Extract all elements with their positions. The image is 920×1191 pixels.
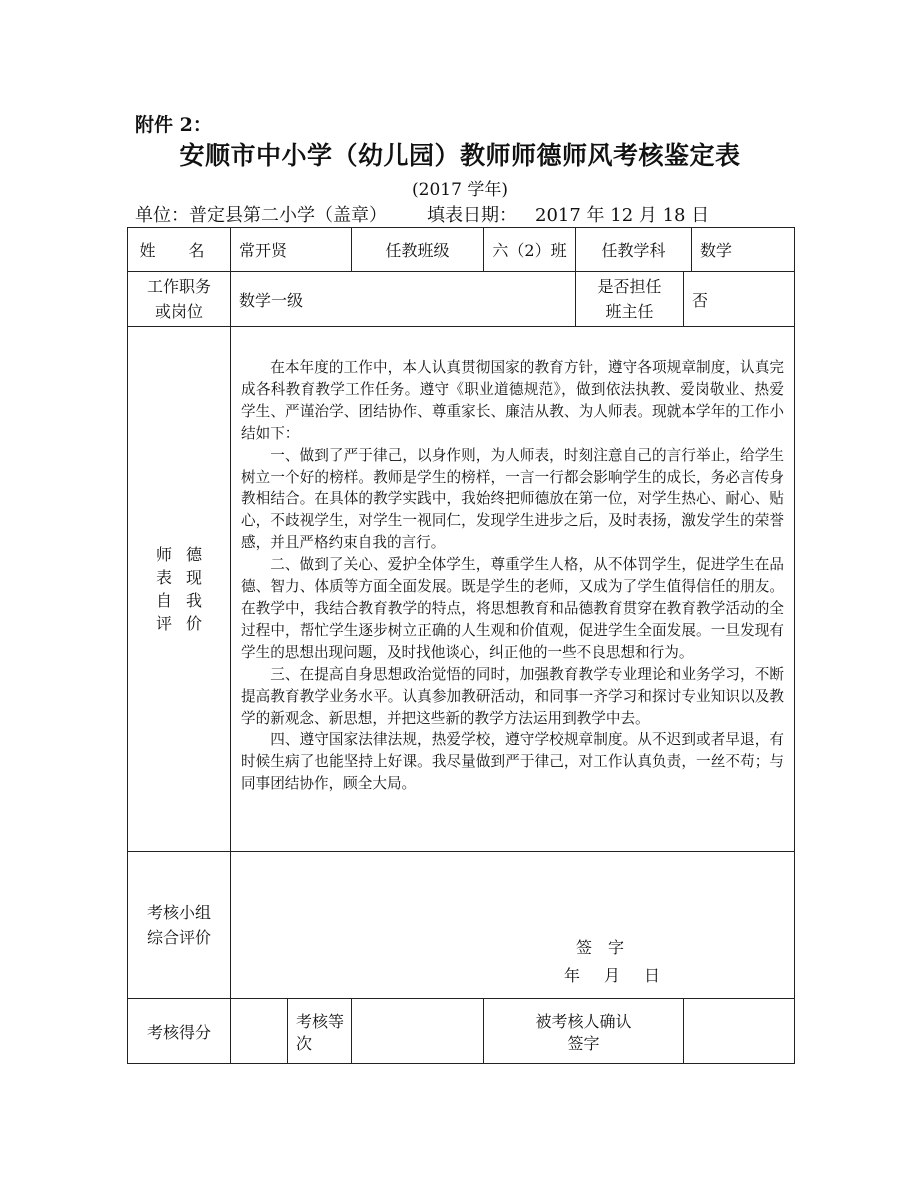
assessment-sign-label: 签字 bbox=[576, 937, 641, 957]
unit-label: 单位： bbox=[135, 205, 189, 226]
assessment-year: 年 bbox=[564, 965, 581, 985]
score-label: 考核得分 bbox=[128, 999, 231, 1064]
self-eval-label bbox=[128, 327, 231, 852]
assessment-label bbox=[128, 852, 231, 999]
grade-label bbox=[288, 999, 352, 1064]
assessment-date-line bbox=[564, 963, 684, 986]
attachment-label: 附件 2： bbox=[135, 114, 212, 136]
score-value bbox=[231, 999, 288, 1064]
class-label: 任教班级 bbox=[352, 228, 484, 272]
school-year: (2017 学年) bbox=[412, 180, 508, 200]
position-value: 数学一级 bbox=[231, 272, 576, 327]
assessment-month: 月 bbox=[604, 965, 621, 985]
assessment-label-line1: 考核小组 bbox=[146, 903, 211, 922]
row-position bbox=[128, 272, 795, 327]
self-eval-paragraph: 二、做到了关心、爱护全体学生，尊重学生人格，从不体罚学生，促进学生在品德、智力、体质等方面全面发展。既是学生的老师，又成为了学生值得信任的朋友。在教学中，我结合教育教学的特点，将思想教育和品德教育贯穿在教育教学活动的全过程中，帮忙学生逐步树立正确的人生观和价值观，促进学生全面发展。一旦发现有学生的思想出现问题，及时找他谈心，纠正他的一些不良思想和行为。 bbox=[241, 556, 785, 661]
form-title: 安顺市中小学（幼儿园）教师师德师风考核鉴定表 bbox=[179, 141, 741, 170]
subject-label: 任教学科 bbox=[576, 228, 692, 272]
head-teacher-label bbox=[576, 272, 684, 327]
fill-date-value: 2017 年 12 月 18 日 bbox=[535, 205, 710, 226]
grade-label-line2: 次 bbox=[296, 1034, 313, 1053]
fill-date-label: 填表日期： bbox=[427, 205, 517, 226]
class-value: 六（2）班 bbox=[484, 228, 576, 272]
self-eval-paragraph: 在本年度的工作中，本人认真贯彻国家的教育方针，遵守各项规章制度，认真完成各科教育教学工作任务。遵守《职业道德规范》，做到依法执教、爱岗敬业、热爱学生、严谨治学、团结协作、尊重家长、廉洁从教、为人师表。现就本学年的工作小结如下： bbox=[241, 359, 785, 442]
grade-value bbox=[352, 999, 484, 1064]
evaluation-form-table bbox=[127, 227, 795, 1064]
assessment-label-line2: 综合评价 bbox=[146, 928, 211, 947]
self-eval-paragraph: 三、在提高自身思想政治觉悟的同时，加强教育教学专业理论和业务学习，不断提高教育教学业务水平。认真参加教研活动，和同事一齐学习和探讨专业知识以及教学的新观念、新思想，并把这些新的教学方法运用到教学中去。 bbox=[241, 665, 785, 727]
row-self-evaluation bbox=[128, 327, 795, 852]
head-teacher-label-line2: 班主任 bbox=[605, 302, 654, 321]
grade-label-line1: 考核等 bbox=[296, 1012, 345, 1031]
unit-line bbox=[135, 201, 709, 227]
self-eval-label-line4: 评价 bbox=[155, 614, 216, 633]
assessment-content bbox=[231, 852, 795, 999]
confirm-label-line1: 被考核人确认 bbox=[535, 1012, 632, 1031]
head-teacher-value: 否 bbox=[684, 272, 795, 327]
self-eval-label-line2: 表现 bbox=[155, 568, 216, 587]
name-label-cell bbox=[128, 228, 231, 272]
self-eval-label-line3: 自我 bbox=[155, 591, 216, 610]
name-value: 常开贤 bbox=[231, 228, 352, 272]
assessment-day: 日 bbox=[644, 965, 661, 985]
self-eval-content bbox=[231, 327, 795, 852]
self-eval-paragraph: 一、做到了严于律己，以身作则，为人师表，时刻注意自己的言行举止，给学生树立一个好的榜样。教师是学生的榜样，一言一行都会影响学生的成长，务必言传身教相结合。在具体的教学实践中，我始终把师德放在第一位，对学生热心、耐心、贴心，不歧视学生，对学生一视同仁，发现学生进步之后，及时表扬，激发学生的荣誉感，并且严格约束自我的言行。 bbox=[241, 446, 785, 552]
row-basic-info bbox=[128, 228, 795, 272]
subject-value: 数学 bbox=[692, 228, 795, 272]
confirm-label bbox=[484, 999, 684, 1064]
self-eval-label-line1: 师德 bbox=[155, 545, 216, 564]
position-label-line2: 或岗位 bbox=[154, 302, 203, 321]
head-teacher-label-line1: 是否担任 bbox=[597, 277, 662, 296]
position-label bbox=[128, 272, 231, 327]
name-label: 姓 名 bbox=[139, 241, 219, 260]
confirm-value bbox=[684, 999, 795, 1064]
confirm-label-line2: 签字 bbox=[567, 1034, 600, 1053]
self-eval-paragraph: 四、遵守国家法律法规，热爱学校，遵守学校规章制度。从不迟到或者早退，有时候生病了也能坚持上好课。我尽量做到严于律己，对工作认真负责，一丝不苟；与同事团结协作，顾全大局。 bbox=[241, 731, 785, 793]
position-label-line1: 工作职务 bbox=[146, 277, 211, 296]
unit-value: 普定县第二小学（盖章） bbox=[189, 205, 387, 226]
row-group-assessment bbox=[128, 852, 795, 999]
row-score bbox=[128, 999, 795, 1064]
